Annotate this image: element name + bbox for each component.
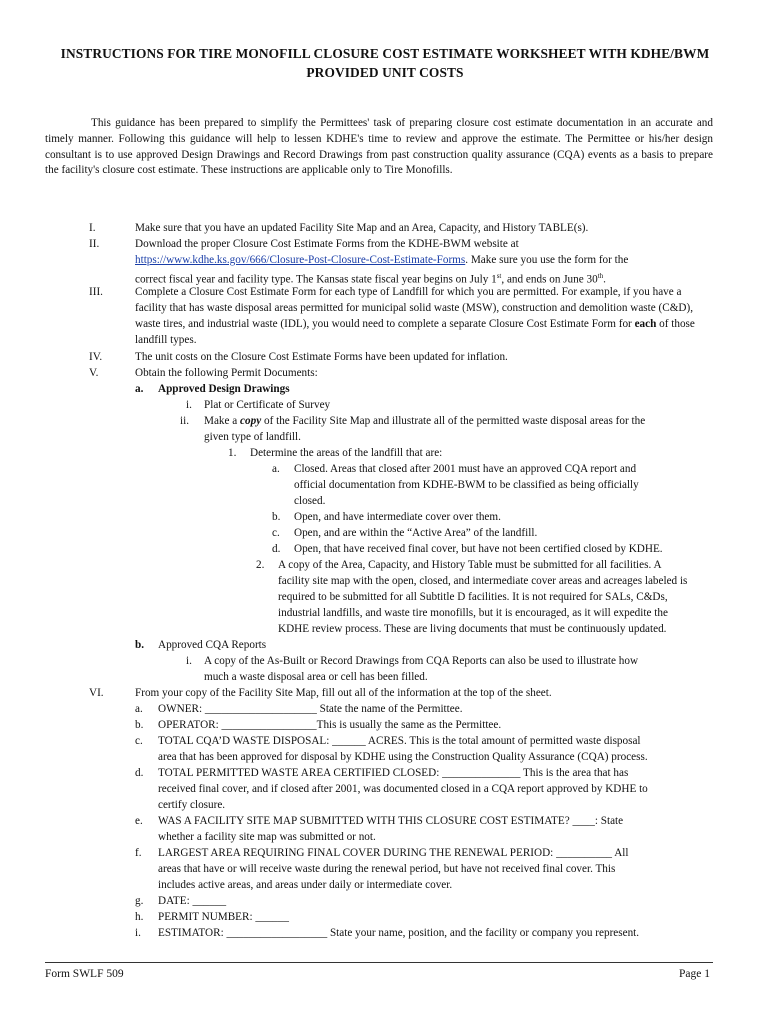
item-v-a-ii-pre: Make a	[204, 415, 241, 427]
item-vi-e-line2: whether a facility site map was submitted or not.	[158, 831, 376, 843]
item-vi-d-line1: TOTAL PERMITTED WASTE AREA CERTIFIED CLOSED: ______________ This is the area that has	[158, 767, 629, 779]
item-v-a-2-line2: facility site map with the open, closed, and intermediate cover areas and acreages labeled is	[278, 575, 688, 587]
item-v-b-title: Approved CQA Reports	[158, 639, 267, 651]
item-v-a-1d-text: Open, that have received final cover, but have not been certified closed by KDHE.	[294, 543, 663, 555]
item-number-ii: II.	[89, 238, 100, 250]
item-v-a-i-text: Plat or Certificate of Survey	[204, 399, 331, 411]
item-v-a-1b-text: Open, and have intermediate cover over them.	[294, 511, 501, 523]
item-iii-text-b: of those landfill types.	[135, 318, 695, 346]
item-ii-after-link: . Make sure you use the form for the	[465, 254, 629, 266]
item-ii-line3c: .	[603, 273, 606, 286]
intro-paragraph: This guidance has been prepared to simplify the Permittees' task of preparing closure cost estimate documentation in an accurate and timely manner. Following this guidance will help to lessen KDHE's time to review and approve the estimate. The Permittee or his/her design consultant is to use approved Design Drawings and Record Drawings from past construction quality assurance (CQA) events as a basis to prepare the facility's closure cost estimate. These instructions are applicable only to Tire Monofills.	[45, 117, 713, 177]
item-vi-a-num: a.	[135, 703, 143, 715]
item-vi-c-line2: area that has been approved for disposal by KDHE using the Construction Quality Assurance (CQA) process.	[158, 751, 648, 763]
item-vi-f-line2: areas that have or will receive waste during the renewal period, but have not received final cover. This	[158, 863, 616, 875]
item-vi-d-line2: received final cover, and if closed after 2001, was documented closed in a CQA report approved by KDHE to	[158, 783, 648, 795]
item-v-a-ii-line2: given type of landfill.	[204, 431, 301, 443]
kdhe-forms-link[interactable]: https://www.kdhe.ks.gov/666/Closure-Post-Closure-Cost-Estimate-Forms	[135, 254, 466, 266]
item-v-a-1a-line3: closed.	[294, 495, 326, 507]
item-v-a-ii-bold: copy	[240, 415, 262, 427]
sup-st: st	[496, 272, 502, 280]
item-iii-bold: each	[634, 318, 657, 330]
item-v-a-2-line5: KDHE review process. These are living documents that must be continuously updated.	[278, 623, 667, 635]
item-v-a-1c-num: c.	[272, 527, 280, 539]
item-number-vi: VI.	[89, 687, 104, 699]
item-ii-line3b: , and ends on June 30	[501, 273, 598, 286]
item-v-a-ii-num: ii.	[180, 415, 190, 427]
item-v-b-label: b.	[135, 639, 145, 651]
item-number-v: V.	[89, 367, 99, 379]
item-ii-line2	[135, 252, 628, 268]
item-v-a-2-line3: required to be submitted for all Subtitle D facilities. It is not required for SALs, C&Ds,	[278, 591, 668, 603]
item-vi-h-text: PERMIT NUMBER: ______	[158, 911, 289, 923]
sup-th: th	[597, 272, 604, 280]
item-v-a-1a-line2: official documentation from KDHE-BWM to be classified as being officially	[294, 479, 639, 491]
item-v-a-ii-post1: of the Facility Site Map and illustrate all of the permitted waste disposal areas for the	[261, 415, 646, 427]
item-v-a-1d-num: d.	[272, 543, 281, 555]
item-ii-line3a: correct fiscal year and facility type. The Kansas state fiscal year begins on July 1	[135, 273, 497, 286]
item-number-iii: III.	[89, 286, 103, 298]
item-v-a-1a-num: a.	[272, 463, 280, 475]
item-v-a-1c-text: Open, and are within the “Active Area” of the landfill.	[294, 527, 538, 539]
item-v-text: Obtain the following Permit Documents:	[135, 367, 318, 379]
item-vi-f-line1: LARGEST AREA REQUIRING FINAL COVER DURING THE RENEWAL PERIOD: __________ All	[158, 847, 629, 859]
item-v-b-i-line1: A copy of the As-Built or Record Drawings from CQA Reports can also be used to illustrate how	[204, 655, 639, 667]
item-vi-b-num: b.	[135, 719, 144, 731]
item-v-a-1b-num: b.	[272, 511, 281, 523]
item-v-a-ii-line1	[204, 413, 645, 429]
item-v-a-i-num: i.	[186, 399, 192, 411]
item-v-a-2-line1: A copy of the Area, Capacity, and History Table must be submitted for all facilities. A	[278, 559, 662, 571]
item-vi-e-num: e.	[135, 815, 143, 827]
item-v-a-label: a.	[135, 383, 144, 395]
item-iv-text: The unit costs on the Closure Cost Estimate Forms have been updated for inflation.	[135, 351, 508, 363]
item-v-a-2-line4: industrial landfills, and waste tire monofills, but it is encouraged, as it will expedite the	[278, 607, 668, 619]
item-iii-text	[135, 284, 711, 348]
footer-divider	[45, 962, 713, 963]
item-iii-text-a: Complete a Closure Cost Estimate Form for each type of Landfill for which you are permitted. For example, if you have a facility that has waste disposal areas permitted for municipal solid waste (MSW), construction and demolition waste (C&D), waste tires, and industrial waste (IDL), you would need to complete a separate Closure Cost Estimate Form for	[135, 286, 693, 330]
item-i-text: Make sure that you have an updated Facility Site Map and an Area, Capacity, and History TABLE(s).	[135, 222, 589, 234]
item-vi-g-text: DATE: ______	[158, 895, 227, 907]
item-vi-d-line3: certify closure.	[158, 799, 226, 811]
item-vi-i-text: ESTIMATOR: __________________ State your name, position, and the facility or company you represent.	[158, 927, 640, 939]
item-vi-d-num: d.	[135, 767, 144, 779]
item-vi-h-num: h.	[135, 911, 144, 923]
item-v-a-2-num: 2.	[256, 559, 265, 571]
item-vi-text: From your copy of the Facility Site Map, fill out all of the information at the top of the sheet.	[135, 687, 552, 699]
item-vi-c-line1: TOTAL CQA’D WASTE DISPOSAL: ______ ACRES. This is the total amount of permitted waste disposal	[158, 735, 641, 747]
item-v-a-1a-line1: Closed. Areas that closed after 2001 must have an approved CQA report and	[294, 463, 637, 475]
item-vi-g-num: g.	[135, 895, 144, 907]
item-vi-b-text: OPERATOR: _________________This is usually the same as the Permittee.	[158, 719, 502, 731]
item-vi-a-text: OWNER: ____________________ State the name of the Permittee.	[158, 703, 463, 715]
item-v-a-1-text: Determine the areas of the landfill that are:	[250, 447, 443, 459]
item-v-b-i-line2: much a waste disposal area or cell has been filled.	[204, 671, 428, 683]
item-number-iv: IV.	[89, 351, 103, 363]
item-v-a-1-num: 1.	[228, 447, 237, 459]
footer-page-number: Page 1	[679, 968, 710, 980]
item-vi-i-num: i.	[135, 927, 141, 939]
item-ii-line1: Download the proper Closure Cost Estimate Forms from the KDHE-BWM website at	[135, 238, 519, 250]
footer-form-number: Form SWLF 509	[45, 968, 124, 980]
item-v-b-i-num: i.	[186, 655, 192, 667]
item-vi-c-num: c.	[135, 735, 143, 747]
document-title: INSTRUCTIONS FOR TIRE MONOFILL CLOSURE COST ESTIMATE WORKSHEET WITH KDHE/BWM PROVIDED UNIT COSTS	[60, 46, 710, 80]
item-v-a-title: Approved Design Drawings	[158, 383, 290, 395]
item-vi-e-line1: WAS A FACILITY SITE MAP SUBMITTED WITH THIS CLOSURE COST ESTIMATE? ____: State	[158, 815, 624, 827]
item-vi-f-num: f.	[135, 847, 142, 859]
item-number-i: I.	[89, 222, 96, 234]
item-vi-f-line3: includes active areas, and areas under daily or intermediate cover.	[158, 879, 453, 891]
